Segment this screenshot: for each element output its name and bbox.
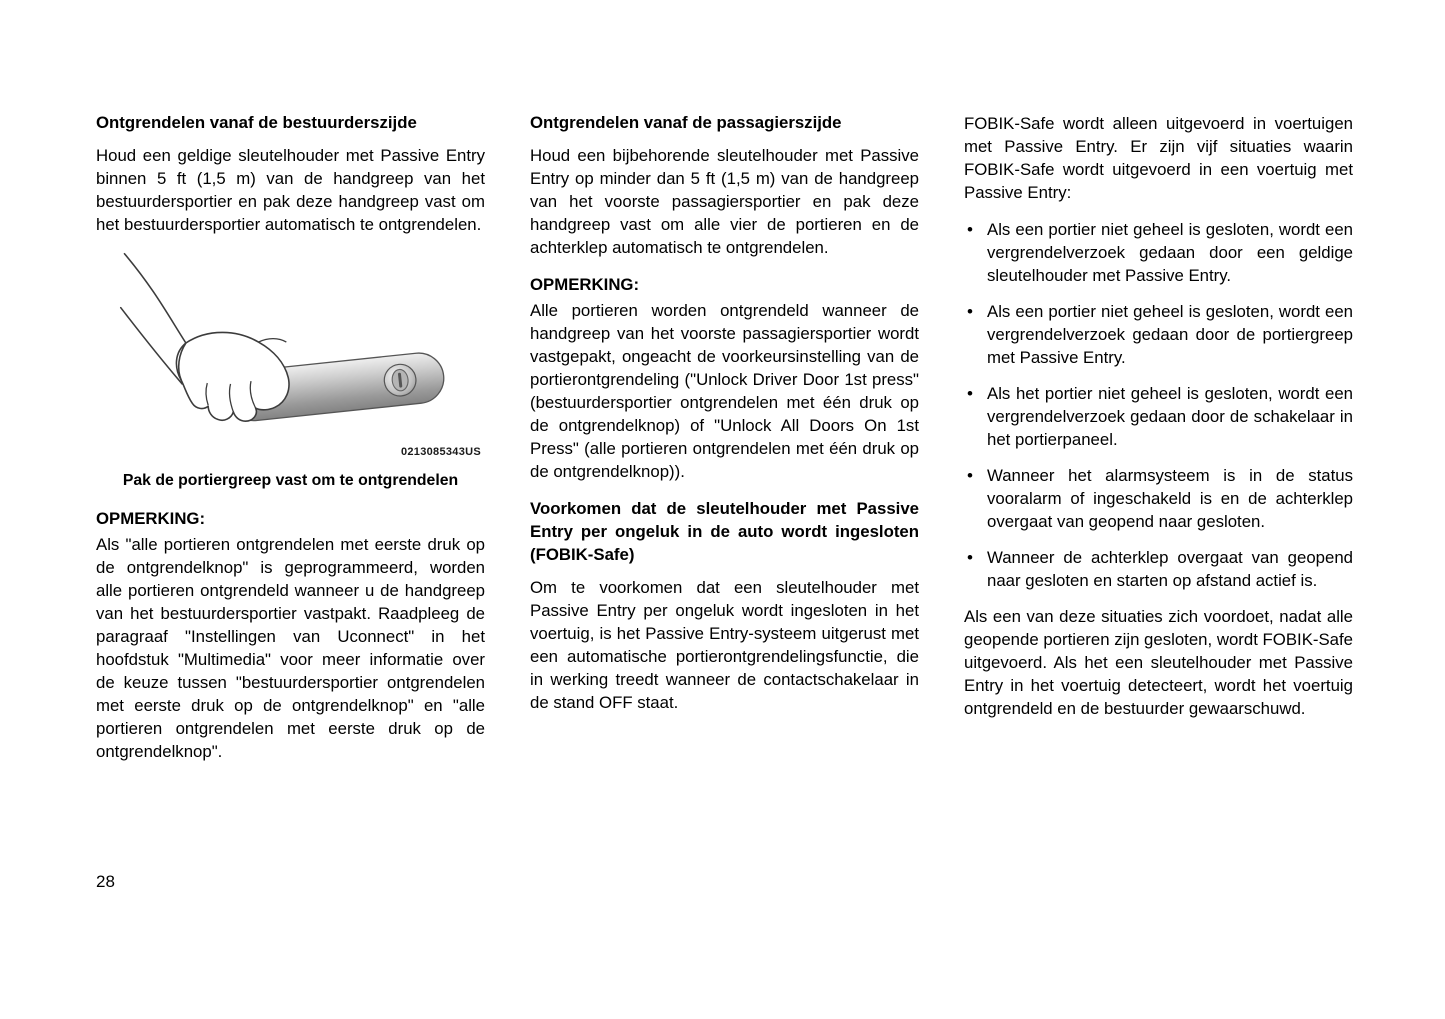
note-text-left: Als "alle portieren ontgrendelen met eerste druk op de ontgrendelknop" is geprogrammeerd, worden alle portieren ontgrendeld wanneer u de handgreep van het bestuurdersportier vastpakt. Raadpleeg de paragraaf "Instellingen van Uconnect" in het hoofdstuk "Multimedia" voor meer informatie over de keuze tussen "bestuurdersportier ontgrendelen met eerste druk op de ontgrendelknop" en "alle portieren ontgrendelen met eerste druk op de ontgrendelknop".	[96, 535, 485, 761]
column-middle	[530, 112, 919, 777]
section-heading-driver-side: Ontgrendelen vanaf de bestuurderszijde	[96, 113, 417, 132]
page-columns	[96, 112, 1353, 777]
paragraph-fobik-outro: Als een van deze situaties zich voordoet, nadat alle geopende portieren zijn gesloten, wordt FOBIK-Safe uitgevoerd. Als het een sleutelhouder met Passive Entry in het voertuig detecteert, wordt het voertuig ontgrendeld en de bestuurder gewaarschuwd.	[964, 607, 1353, 718]
figure-door-handle	[96, 250, 485, 458]
figure-code: 0213085343US	[400, 446, 481, 458]
note-label-left: OPMERKING:	[96, 509, 206, 528]
column-right	[964, 112, 1353, 777]
page-number: 28	[96, 872, 115, 891]
list-item: • Als een portier niet geheel is gesloten, wordt een vergrendelverzoek gedaan door een geldige sleutelhouder met Passive Entry.	[964, 218, 1353, 287]
paragraph-driver-side-intro: Houd een geldige sleutelhouder met Passive Entry binnen 5 ft (1,5 m) van de handgreep van het bestuurdersportier en pak deze handgreep vast om het bestuurdersportier automatisch te ontgrendelen.	[96, 146, 485, 234]
list-item: • Als een portier niet geheel is gesloten, wordt een vergrendelverzoek gedaan door de portiergreep met Passive Entry.	[964, 300, 1353, 369]
paragraph-fobik-safe-body: Om te voorkomen dat een sleutelhouder met Passive Entry per ongeluk wordt ingesloten in het voertuig, is het Passive Entry-systeem uitgerust met een automatische portierontgrendelingsfunctie, die in werking treedt wanneer de contactschakelaar in de stand OFF staat.	[530, 578, 919, 712]
paragraph-passenger-side-intro: Houd een bijbehorende sleutelhouder met Passive Entry op minder dan 5 ft (1,5 m) van de handgreep van het voorste passagiersportier en pak deze handgreep vast om alle vier de portieren en de achterklep automatisch te ontgrendelen.	[530, 146, 919, 257]
column-left	[96, 112, 485, 777]
figure-caption: Pak de portiergreep vast om te ontgrendelen	[122, 472, 459, 489]
list-item: • Wanneer het alarmsysteem is in de status vooralarm of ingeschakeld is en de achterklep overgaat van geopend naar gesloten.	[964, 464, 1353, 533]
list-item: • Wanneer de achterklep overgaat van geopend naar gesloten en starten op afstand actief is.	[964, 546, 1353, 592]
section-heading-passenger-side: Ontgrendelen vanaf de passagierszijde	[530, 113, 842, 132]
door-handle-illustration	[115, 250, 467, 450]
note-label-middle: OPMERKING:	[530, 275, 640, 294]
list-item: • Als het portier niet geheel is gesloten, wordt een vergrendelverzoek gedaan door de schakelaar in het portierpaneel.	[964, 382, 1353, 451]
fobik-situations-list	[964, 218, 1353, 592]
paragraph-fobik-intro: FOBIK-Safe wordt alleen uitgevoerd in voertuigen met Passive Entry. Er zijn vijf situaties waarin FOBIK-Safe wordt uitgevoerd in een voertuig met Passive Entry:	[964, 114, 1353, 202]
section-heading-fobik-safe: Voorkomen dat de sleutelhouder met Passive Entry per ongeluk in de auto wordt ingesloten (FOBIK-Safe)	[530, 499, 919, 564]
note-text-middle: Alle portieren worden ontgrendeld wanneer de handgreep van het voorste passagiersportier wordt vastgepakt, ongeacht de voorkeursinstelling van de portierontgrendeling ("Unlock Driver Door 1st press" (bestuurdersportier ontgrendelen met één druk op de ontgrendelknop) of "Unlock All Doors On 1st Press" (alle portieren ontgrendelen met één druk op de ontgrendelknop)).	[530, 301, 919, 481]
